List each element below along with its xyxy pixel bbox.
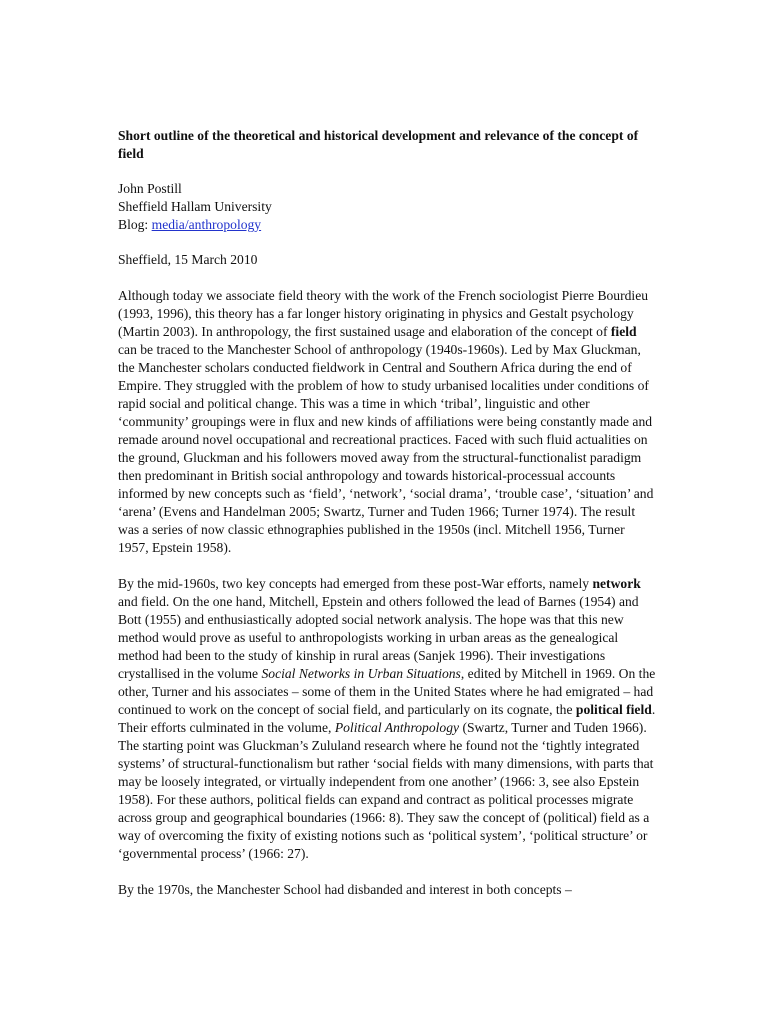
p2-text-g: . Their efforts culminated in the volume, — [118, 702, 656, 735]
p1-text-c: can be traced to the Manchester School of anthropology (1940s-1960s). Led by Max Gluckman, the Manchester scholars conducted fieldwork in Central and Southern Africa during the end of Empire. They struggled with the problem of how to study urbanised localities under conditions of rapid social and political change. This was a time in which ‘tribal’, linguistic and other ‘community’ groupings were in flux and new kinds of affiliations were being constantly made and remade around novel occupational and recreational practices. Faced with such fluid actualities on the ground, Gluckman and his followers moved away from the structural-functionalist paradigm then predominant in British social anthropology and towards historical-processual accounts informed by new concepts such as ‘field’, ‘network’, ‘social drama’, ‘trouble case’, ‘situation’ and ‘arena’ (Evens and Handelman 2005; Swartz, Turner and Tuden 1966; Turner 1974). The result was a series of now classic ethnographies published in the 1950s (incl. Mitchell 1956, Turner 1957, Epstein 1958). — [118, 342, 654, 555]
p2-book-title-networks: Social Networks in Urban Situations — [261, 666, 461, 681]
p3-text-a: By the 1970s, the Manchester School had disbanded and interest in both concepts – — [118, 882, 572, 897]
author-name: John Postill — [118, 181, 182, 196]
paragraph-2 — [118, 575, 658, 863]
paragraph-1 — [118, 287, 658, 557]
document-body — [118, 127, 658, 917]
author-block — [118, 180, 658, 234]
blog-label: Blog: — [118, 217, 152, 232]
p2-text-c: and field. On the one hand, Mitchell, Epstein and others followed the lead of Barnes (1954) and Bott (1955) and enthusiastically adopted social network analysis. The hope was that this new method would prove as useful to anthropologists working in urban areas as the genealogical method had been to the study of kinship in rural areas (Sanjek 1996). Their investigations crystallised in the volume — [118, 594, 639, 681]
p2-text-i: (Swartz, Turner and Tuden 1966). The starting point was Gluckman’s Zululand research where he found not the ‘tightly integrated systems’ of structural-functionalism but rather ‘social fields with many dimensions, with parts that may be loosely integrated, or virtually independent from one another’ (1966: 3, see also Epstein 1958). For these authors, political fields can expand and contract as political processes migrate across group and geographical boundaries (1966: 8). They saw the concept of (political) field as a way of overcoming the fixity of existing notions such as ‘political system’, ‘political structure’ or ‘governmental process’ (1966: 27). — [118, 720, 654, 861]
paragraph-3 — [118, 881, 658, 899]
p2-text-a: By the mid-1960s, two key concepts had emerged from these post-War efforts, namely — [118, 576, 593, 591]
author-affiliation: Sheffield Hallam University — [118, 199, 272, 214]
p2-book-title-political-anthropology: Political Anthropology — [334, 720, 460, 735]
p2-term-political-field: political field — [575, 702, 652, 717]
date-line: Sheffield, 15 March 2010 — [118, 252, 258, 267]
p2-term-network: network — [592, 576, 641, 591]
p1-text-a: Although today we associate field theory with the work of the French sociologist Pierre Bourdieu (1993, 1996), this theory has a far longer history originating in physics and Gestalt psychology (Martin 2003). In anthropology, the first sustained usage and elaboration of the concept of — [118, 288, 649, 339]
document-title: Short outline of the theoretical and historical development and relevance of the concept of field — [118, 128, 639, 161]
blog-line — [118, 216, 658, 234]
p1-term-field: field — [610, 324, 637, 339]
blog-link[interactable]: media/anthropology — [151, 217, 262, 232]
p2-text-e: , edited by Mitchell in 1969. On the other, Turner and his associates – some of them in the United States where he had emigrated – had continued to work on the concept of social field, and particularly on its cognate, the — [118, 666, 656, 717]
